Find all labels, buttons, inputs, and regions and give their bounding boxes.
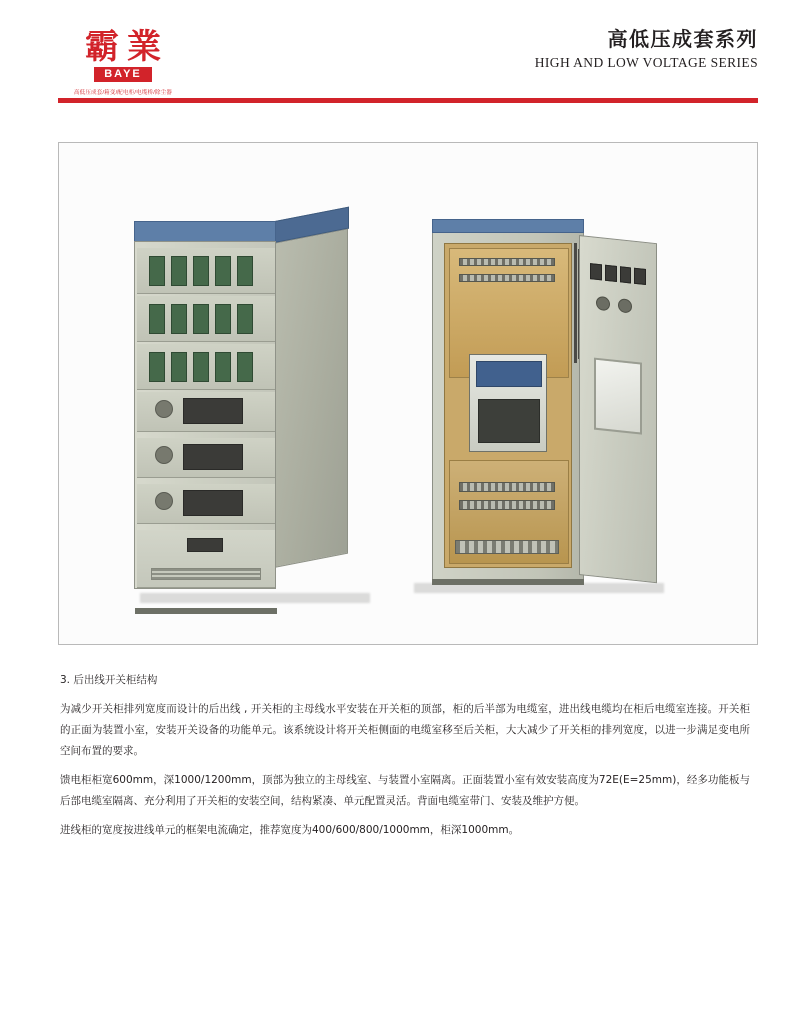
unit-module: [171, 304, 187, 334]
page-header: [0, 0, 800, 110]
section-title: 3. 后出线开关柜结构: [60, 674, 158, 686]
busbar: [459, 258, 555, 266]
cable-terminal-row: [459, 500, 555, 510]
door-inspection-window: [594, 358, 642, 435]
paragraph-1: 为减少开关柜排列宽度而设计的后出线 , 开关柜的主母线水平安装在开关柜的顶部，柜的后半部为电缆室，进出线电缆均在柜后电缆室连接。开关柜的正面为装置小室，安装开关设备的功能单元。该系统设计将开关柜侧面的电缆室移至后关柜，大大减少了开关柜的排列宽度，以进一步满足变电所空间布置的要求。: [60, 702, 750, 757]
cable-terminal-row: [459, 482, 555, 492]
meter: [620, 266, 632, 283]
unit-module: [149, 304, 165, 334]
unit-module: [237, 256, 253, 286]
operating-handle: [155, 492, 173, 510]
indicator-block: [187, 538, 223, 552]
circuit-breaker-unit: [469, 354, 547, 452]
paragraph-3: 进线柜的宽度按进线单元的框架电流确定，推荐宽度为400/600/800/1000mm，柜深1000mm。: [60, 823, 520, 836]
logo-characters: [58, 27, 188, 67]
breaker-label-plate: [476, 361, 542, 387]
cabinet-shadow-left: [140, 593, 370, 603]
meter: [590, 263, 602, 280]
unit-module: [237, 304, 253, 334]
operating-handle: [155, 400, 173, 418]
cabinet-door-open[interactable]: [579, 235, 657, 583]
logo-char-ye: 業: [127, 27, 161, 67]
ventilation-louver: [151, 568, 261, 580]
unit-module: [193, 352, 209, 382]
header-title-cn: 高低压成套系列: [607, 27, 758, 51]
operating-handle: [155, 446, 173, 464]
logo-pinyin: BAYE: [94, 67, 152, 82]
control-cable: [574, 243, 577, 363]
unit-module: [193, 304, 209, 334]
meter: [634, 268, 646, 285]
product-figure: [59, 143, 757, 644]
drawer-unit: [183, 398, 243, 424]
header-title-block: [535, 27, 758, 71]
logo-char-ba: 霸: [85, 27, 119, 67]
breaker-front-face: [478, 399, 540, 443]
drawer-unit: [183, 490, 243, 516]
cabinet-base-right: [432, 579, 584, 585]
selector-switch[interactable]: [618, 298, 632, 313]
unit-module: [237, 352, 253, 382]
drawer-unit: [183, 444, 243, 470]
paragraph-2: 馈电柜柜宽600mm，深1000/1200mm，顶部为独立的主母线室、与装置小室隔离。正面装置小室有效安装高度为72E(E=25mm)，经多功能板与后部电缆室隔离、充分利用了开关柜的安装空间，结构紧凑、单元配置灵活。背面电缆室带门、安装及维护方便。: [60, 773, 750, 807]
unit-module: [215, 352, 231, 382]
header-title-en: HIGH AND LOW VOLTAGE SERIES: [534, 55, 758, 70]
cabinet-left-top-panel: [134, 221, 276, 243]
bottom-gland-plate: [455, 540, 559, 554]
meter: [605, 265, 617, 282]
unit-module: [193, 256, 209, 286]
unit-module: [171, 352, 187, 382]
cabinet-left-front-panel: [134, 241, 276, 589]
selector-switch[interactable]: [596, 296, 610, 311]
unit-module: [171, 256, 187, 286]
brand-logo: [58, 27, 188, 96]
meter-row: [590, 263, 646, 285]
unit-module: [215, 256, 231, 286]
cabinet-left-side-panel: [274, 229, 348, 568]
cabinet-interior: [444, 243, 572, 568]
header-red-rule: [58, 98, 758, 103]
unit-module: [215, 304, 231, 334]
cabinet-base-left: [135, 608, 277, 614]
logo-subtitle: 高低压成套/箱变/配电柜/电缆桥/除尘器: [73, 90, 173, 96]
switchgear-cabinet-open: [374, 213, 664, 603]
article-body: [60, 672, 750, 849]
unit-module: [149, 352, 165, 382]
logo-pinyin-wrap: [58, 64, 188, 82]
switchgear-cabinet-closed: [134, 221, 349, 591]
unit-module: [149, 256, 165, 286]
cabinet-right-top-panel: [432, 219, 584, 233]
product-figure-frame: [58, 142, 758, 645]
busbar: [459, 274, 555, 282]
